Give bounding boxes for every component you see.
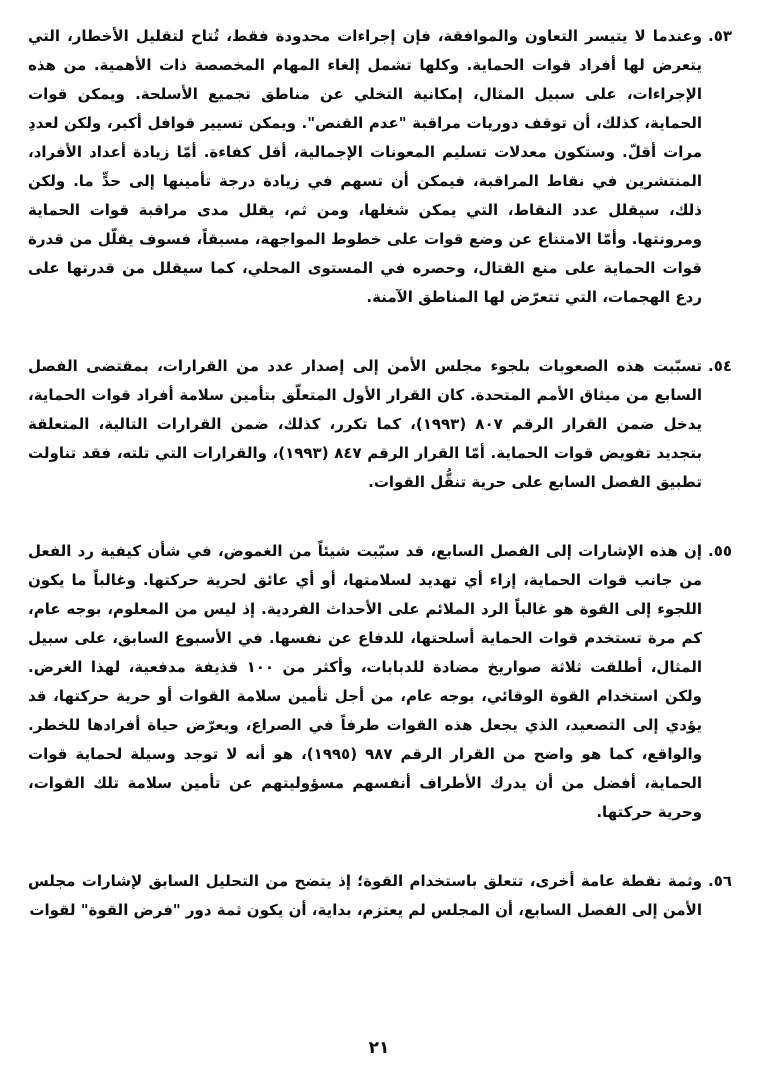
- paragraph-text: وعندما لا يتيسر التعاون والموافقة، فإن إجراءات محدودة فقط، تُتاح لتقليل الأخطار، التي يتعرض لها أفراد قوات الحماية. وكلها تشمل إلغاء المهام المخصصة ذات الأهمية. من هذه الإجراءات، على سبيل المثال، إمكانية التخلي عن مناطق تجميع الأسلحة. ويمكن قوات الحماية، كذلك، أن توقف دوريات مراقبة "عدم القنص". ويمكن تسيير قوافل أكبر، ولكن لعددِ مرات أقلّ. وستكون معدلات تسليم المعونات الإجمالية، أقل كفاءة. أمّا زيادة أعداد الأفراد، المنتشرين في نقاط المراقبة، فيمكن أن تسهم في زيادة درجة تأمينها إلى حدٍّ ما. ولكن ذلك، سيقلل عدد النقاط، التي يمكن شغلها، ومن ثم، يقلل مدى مراقبة قوات الحماية ومرونتها. وأمّا الامتناع عن وضع قوات على خطوط المواجهة، مسبقاً، فسوف يقلّل من قدرة قوات الحماية على منع القتال، وحصره في المستوى المحلي، كما سيقلل من قدرتها على ردع الهجمات، التي تتعرّض لها المناطق الآمنة.: [28, 27, 702, 306]
- paragraph-text: إن هذه الإشارات إلى الفصل السابع، قد سبّبت شيئاً من الغموض، في شأن كيفية رد الفعل من جانب قوات الحماية، إزاء أي تهديد لسلامتها، أو أي عائق لحرية حركتها. وغالباً ما يكون اللجوء إلى القوة هو غالباً الرد الملائم على الأحداث الفردية. إذ ليس من المعلوم، بوجه عام، كم مرة تستخدم قوات الحماية أسلحتها، للدفاع عن نفسها. في الأسبوع السابق، على سبيل المثال، أطلقت ثلاثة صواريخ مضادة للدبابات، وأكثر من ١٠٠ قذيفة مدفعية، لهذا الغرض. ولكن استخدام القوة الوقائي، بوجه عام، من أجل تأمين سلامة القوات أو حرية حركتها، قد يؤدي إلى التصعيد، الذي يجعل هذه القوات طرفاً في الصراع، ويعرّض حياة أفرادها للخطر. والواقع، كما هو واضح من القرار الرقم ٩٨٧ (١٩٩٥)، هو أنه لا توجد وسيلة لحماية قوات الحماية، أفضل من أن يدرك الأطراف أنفسهم مسؤوليتهم عن تأمين سلامة تلك القوات، وحرية حركتها.: [28, 542, 703, 821]
- paragraph-text: تسبّبت هذه الصعوبات بلجوء مجلس الأمن إلى إصدار عدد من القرارات، بمقتضى الفصل السابع من ميثاق الأمم المتحدة. كان القرار الأول المتعلّق بتأمين سلامة أفراد قوات الحماية، يدخل ضمن القرار الرقم ٨٠٧ (١٩٩٣)، كما تكرر، كذلك، ضمن القرارات التالية، المتعلقة بتجديد تفويض قوات الحماية. أمّا القرار الرقم ٨٤٧ (١٩٩٣)، والقرارات التي تلته، فقد تناولت تطبيق الفصل السابع على حرية تنقُّل القوات.: [28, 357, 703, 491]
- paragraph-54: [28, 352, 732, 497]
- paragraph-number: ٥٥.: [707, 542, 732, 560]
- paragraph-number: ٥٤.: [707, 357, 732, 375]
- page-number: ٢١: [368, 1038, 390, 1058]
- paragraph-55: [28, 537, 732, 827]
- paragraph-number: ٥٦.: [707, 872, 732, 890]
- paragraph-53: [28, 22, 732, 312]
- paragraph-56: [28, 867, 732, 925]
- paragraph-number: ٥٣.: [707, 27, 732, 45]
- paragraph-text: وثمة نقطة عامة أخرى، تتعلق باستخدام القوة؛ إذ يتضح من التحليل السابق لإشارات مجلس الأمن إلى الفصل السابع، أن المجلس لم يعتزم، بداية، أن يكون ثمة دور "فرض القوة" لقوات: [28, 872, 702, 919]
- document-body: [28, 22, 732, 925]
